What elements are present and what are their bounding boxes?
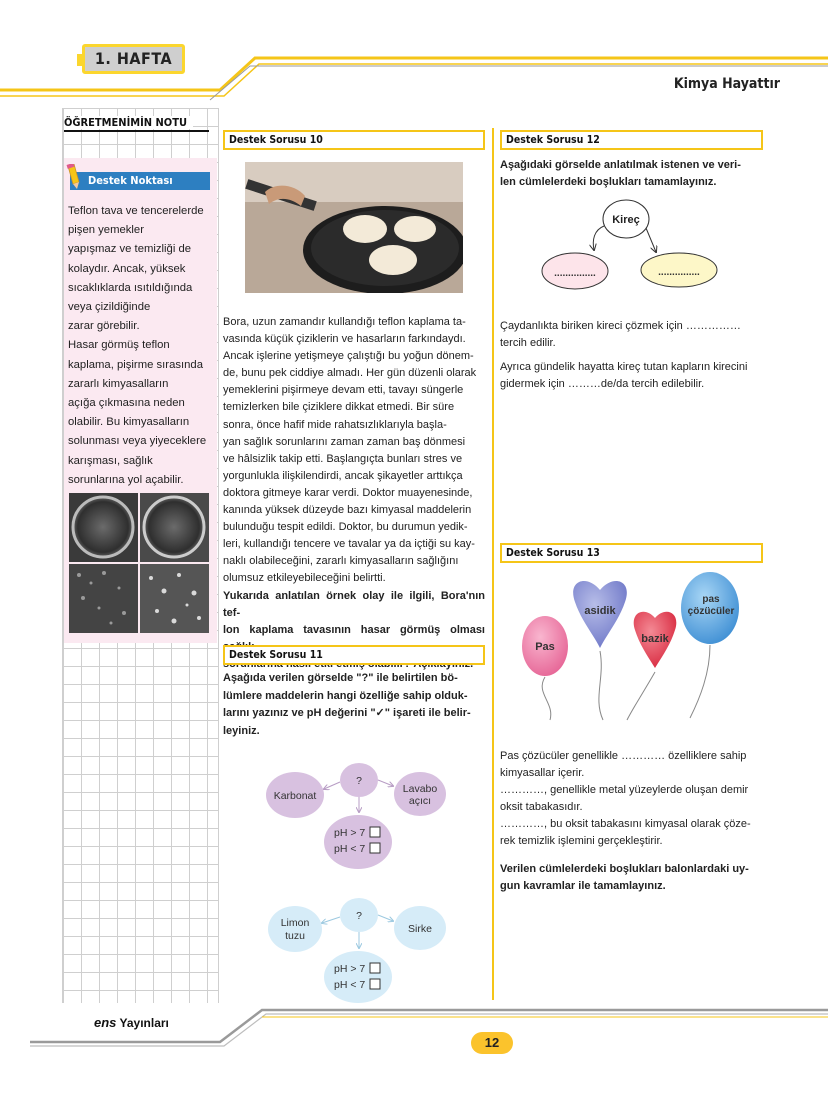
q11-line: larını yazınız ve pH değerini "✓" işareti ile belir- bbox=[223, 707, 471, 719]
note-underline bbox=[64, 130, 209, 132]
q11-diagram-1 bbox=[266, 758, 456, 870]
note-line: veya çizildiğinde bbox=[68, 301, 151, 314]
q10-line: yan sağlık sorunlarını zaman zaman baş dönmesi bbox=[223, 435, 466, 448]
ph-gt-label-2: pH > 7 bbox=[334, 963, 366, 975]
limon-node bbox=[268, 906, 322, 952]
right-blank: ............... bbox=[658, 267, 700, 278]
q10-question: lon kaplama tavasının hasar görmüş olması bbox=[223, 623, 485, 636]
note-line: zarar görebilir. bbox=[68, 320, 140, 333]
ph-node bbox=[324, 815, 392, 869]
q10-line: Ancak işlerine yetişmeye çalıştığı bu yoğun dönem- bbox=[223, 350, 474, 363]
q10-line: doktora gitmeye karar verdi. Doktor muayenesinde, bbox=[223, 486, 473, 499]
note-line: olabilir. Bu kimyasalların bbox=[68, 416, 190, 429]
subject-title: Kimya Hayattır bbox=[673, 76, 780, 92]
note-line: Teflon tava ve tencerelerde bbox=[68, 205, 204, 217]
note-line: kaplama, pişirme sırasında bbox=[68, 358, 203, 371]
ph-gt-checkbox-2 bbox=[370, 963, 380, 973]
pencil-icon bbox=[64, 164, 82, 190]
publisher-brand: ens bbox=[94, 1015, 117, 1030]
q12-s2-line: Ayrıca gündelik hayatta kireç tutan kapların kirecini bbox=[500, 361, 748, 373]
q13-line: …………, genellikle metal yüzeylerde oluşan demir bbox=[500, 784, 749, 797]
note-title: ÖĞRETMENİMİN NOTU bbox=[64, 116, 193, 129]
q13-q-line: Verilen cümlelerdeki boşlukları balonlardaki uy- bbox=[500, 863, 749, 875]
q10-line: sonra, önce hafif mide rahatsızlıklarıyla başla- bbox=[223, 418, 447, 431]
q11-diagram-2 bbox=[266, 893, 456, 1005]
q11-line: leyiniz. bbox=[223, 724, 260, 737]
ph-lt-checkbox-2 bbox=[370, 979, 380, 989]
q12-question bbox=[500, 157, 763, 191]
note-line: açığa çıkmasına neden bbox=[68, 397, 185, 410]
note-line: kolaydır. Ancak, yüksek bbox=[68, 262, 186, 275]
pas-cozucu-label-1: pas bbox=[702, 594, 720, 605]
q12-line: Aşağıdaki görselde anlatılmak istenen ve veri- bbox=[500, 159, 741, 171]
q13-question bbox=[500, 861, 763, 895]
footer-lines bbox=[0, 1000, 828, 1060]
q12-s1-line: tercih edilir. bbox=[500, 337, 556, 350]
q10-line: olumsuz etkileyebileceğini belirtti. bbox=[223, 572, 386, 585]
note-line: pişen yemekler bbox=[68, 224, 144, 237]
karbonat-label: Karbonat bbox=[273, 790, 317, 802]
ph-gt-label: pH > 7 bbox=[334, 827, 366, 839]
unknown-label: ? bbox=[356, 775, 362, 787]
q12-title: Destek Sorusu 12 bbox=[500, 130, 763, 150]
q12-sentence-2 bbox=[500, 359, 763, 393]
column-divider bbox=[492, 128, 494, 1000]
q12-s1-line: Çaydanlıkta biriken kireci çözmek için …………… bbox=[500, 320, 741, 332]
unknown-label-2: ? bbox=[356, 910, 362, 922]
publisher-logo bbox=[94, 1015, 169, 1030]
q10-question: Yukarıda anlatılan örnek olay ile ilgili, Bora'nın tef- bbox=[223, 589, 485, 619]
ph-gt-checkbox bbox=[370, 827, 380, 837]
q11-line: Aşağıda verilen görselde "?" ile belirtilen bö- bbox=[223, 672, 458, 684]
q10-line: yorgunlukla ilişkilendirdi, ancak şikayetler arttıkça bbox=[223, 469, 463, 482]
ph-lt-checkbox bbox=[370, 843, 380, 853]
q11-title: Destek Sorusu 11 bbox=[223, 645, 485, 665]
q10-text bbox=[223, 314, 485, 673]
q12-s2-line: gidermek için ………de/da tercih edilebilir. bbox=[500, 378, 705, 391]
q13-q-line: gun kavramlar ile tamamlayınız. bbox=[500, 880, 666, 893]
q10-title: Destek Sorusu 10 bbox=[223, 130, 485, 150]
lavabo-label: Lavabo bbox=[402, 783, 438, 795]
bazik-label: bazik bbox=[641, 633, 669, 645]
tuzu-label: tuzu bbox=[285, 930, 305, 942]
q10-line: Bora, uzun zamandır kullandığı teflon kaplama ta- bbox=[223, 316, 466, 328]
page-number: 12 bbox=[471, 1032, 513, 1054]
pas-label: Pas bbox=[535, 641, 555, 653]
q10-line: leri, kullandığı tencere ve tavalar ya da içtiği su kay- bbox=[223, 538, 475, 551]
q13-line: …………, bu oksit tabakasını kimyasal olarak çöze- bbox=[500, 818, 751, 831]
q13-line: Pas çözücüler genellikle ………… özelliklere sahip bbox=[500, 750, 747, 762]
q10-line: naklı olabileceğini, zararlı kimyasalların sağlığını bbox=[223, 555, 459, 568]
q12-sentence-1 bbox=[500, 318, 763, 352]
kirec-label: Kireç bbox=[612, 214, 640, 226]
note-text bbox=[68, 202, 214, 490]
q10-line: ve hâlsizlik takip etti. Başlangıçta bunları stres ve bbox=[223, 452, 463, 465]
balloons-figure bbox=[515, 568, 760, 723]
week-tab: 1. HAFTA bbox=[82, 44, 185, 74]
ph-node-2 bbox=[324, 951, 392, 1003]
q10-line: yemeklerini pişirmeye devam etti, tavayı süngerle bbox=[223, 384, 464, 397]
ph-lt-label-2: pH < 7 bbox=[334, 979, 366, 991]
q12-line: len cümlelerdeki boşlukları tamamlayınız. bbox=[500, 176, 717, 189]
note-line: karışması, sağlık bbox=[68, 454, 153, 467]
q13-line: kimyasallar içerir. bbox=[500, 767, 585, 780]
asidik-label: asidik bbox=[584, 605, 616, 617]
q13-line: rek temizlik işlemini gerçekleştirir. bbox=[500, 835, 663, 848]
q13-title: Destek Sorusu 13 bbox=[500, 543, 763, 563]
damaged-pan-photos bbox=[69, 493, 209, 633]
q10-line: kanında yüksek düzeyde bazı kimyasal maddelerin bbox=[223, 504, 472, 517]
q11-line: lümlere maddelerin hangi özelliğe sahip olduk- bbox=[223, 689, 468, 702]
note-line: sıcaklıklarda ısıtıldığında bbox=[68, 281, 193, 294]
destek-noktasi-badge: Destek Noktası bbox=[70, 172, 210, 190]
q10-line: temizlerken bile çiziklere dikkat etmedi. Bir süre bbox=[223, 401, 455, 414]
q13-text bbox=[500, 748, 763, 851]
teflon-pan-photo bbox=[245, 162, 463, 293]
q13-line: oksit tabakasıdır. bbox=[500, 801, 583, 814]
publisher-name: Yayınları bbox=[116, 1016, 169, 1030]
q10-line: de, bunu pek ciddiye almadı. Her gün düzenli olarak bbox=[223, 367, 477, 380]
note-line: solunması veya yiyeceklere bbox=[68, 435, 207, 448]
limon-label: Limon bbox=[280, 917, 310, 929]
note-line: yapışmaz ve temizliği de bbox=[68, 243, 192, 256]
q10-line: vasında küçük çiziklerin ve hasarların farkındaydı. bbox=[223, 333, 466, 346]
sirke-label: Sirke bbox=[408, 923, 432, 935]
acici-label: açıcı bbox=[408, 795, 432, 807]
pas-cozucu-label-2: çözücüler bbox=[687, 606, 735, 617]
q11-question bbox=[223, 670, 485, 740]
note-line: Hasar görmüş teflon bbox=[68, 339, 170, 352]
note-line: sorunlarına yol açabilir. bbox=[68, 473, 184, 486]
ph-lt-label: pH < 7 bbox=[334, 843, 366, 855]
left-blank: ............... bbox=[554, 268, 596, 279]
q12-diagram bbox=[540, 198, 720, 293]
note-line: zararlı kimyasalların bbox=[68, 377, 169, 390]
q10-line: bulunduğu tespit edildi. Doktor, bu durumun yedik- bbox=[223, 521, 468, 534]
